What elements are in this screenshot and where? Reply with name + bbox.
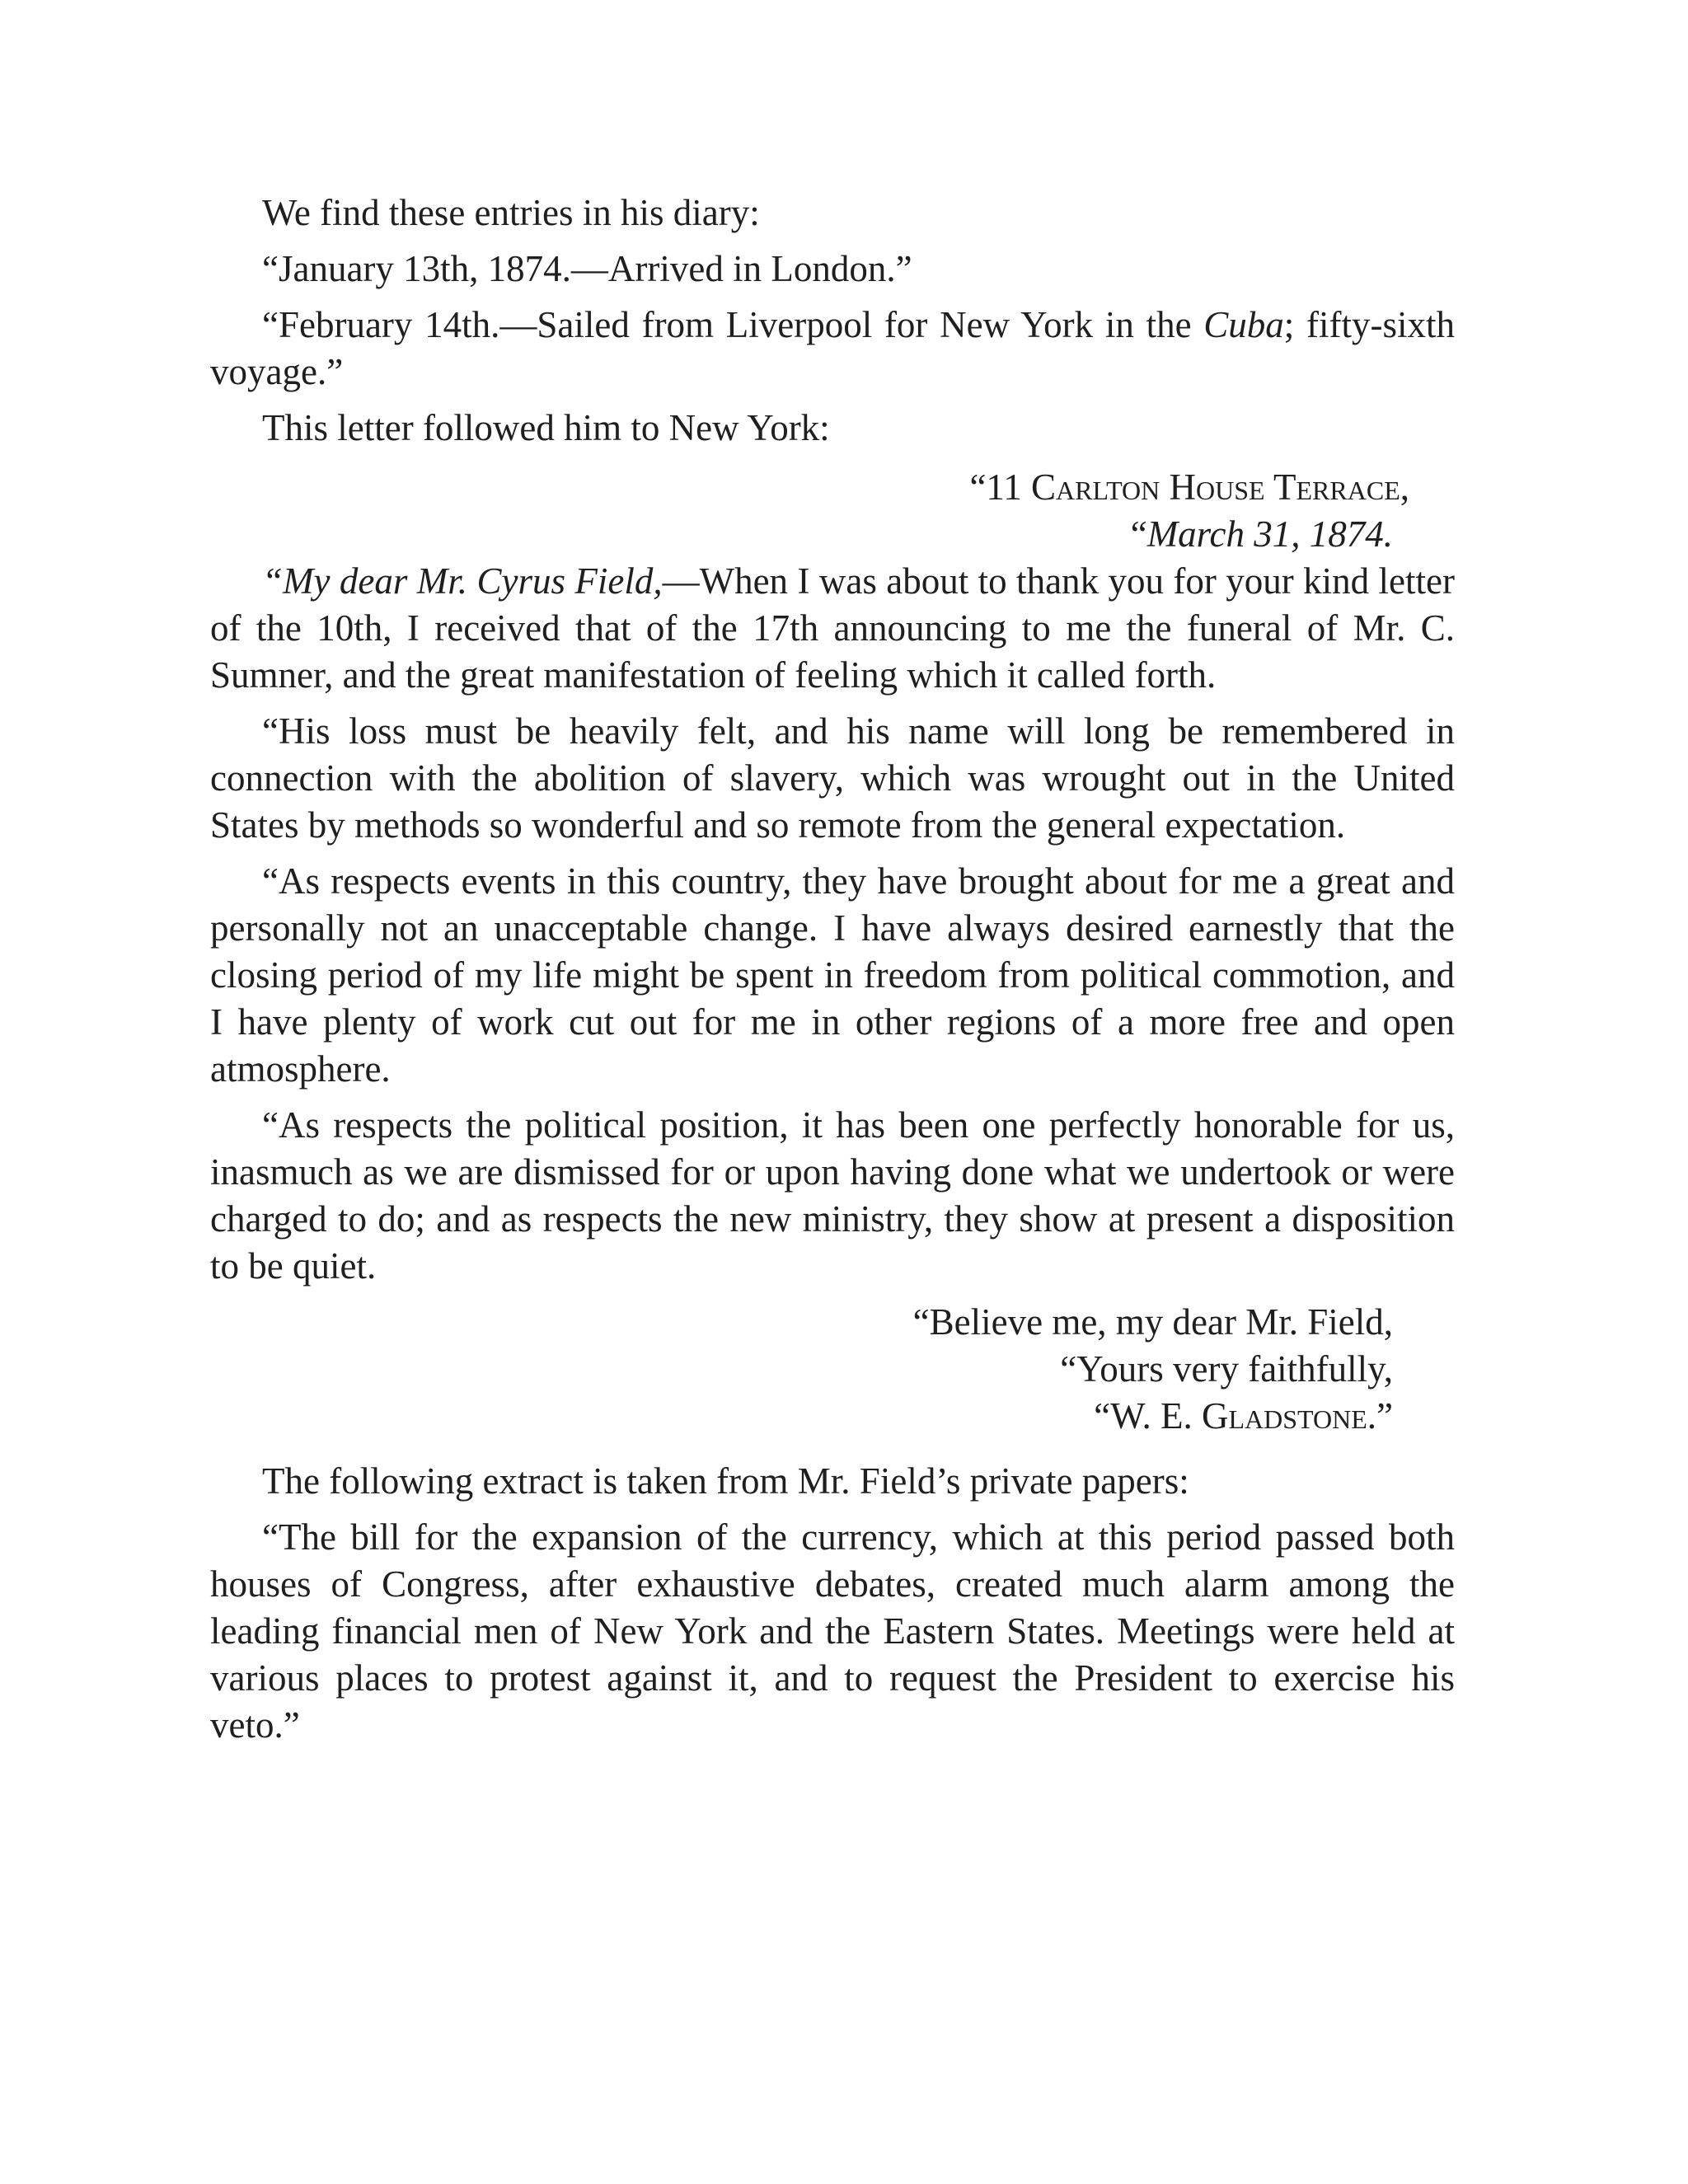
ship-name: Cuba [1203,304,1284,345]
letter-paragraph-1 [210,558,1455,699]
address-number: “11 [969,466,1032,508]
diary-entry-text: “February 14th.—Sailed from Liverpool for New York in the [262,304,1204,345]
letter-paragraph-4: “As respects the political position, it has been one perfectly honorable for us, inasmuch as we are dismissed for or upon having done what we undertook or were charged to do; and as respects the new ministry, they show at present a disposition to be quiet. [210,1104,1455,1286]
letter-paragraph-2: “His loss must be heavily felt, and his name will long be remembered in connection with the abolition of slavery, which was wrought out in the United States by methods so wonderful and so remote from the general expectation. [210,710,1455,846]
paragraph-letter-intro: This letter followed him to New York: [262,407,830,448]
signature-name: Gladstone [1201,1395,1367,1436]
signature-initials: “W. E. [1094,1395,1202,1436]
date-quote: “ [1130,513,1147,555]
paragraph-extract: “The bill for the expansion of the currency, which at this period passed both houses of Congress, after exhaustive debates, created much alarm among the leading financial men of New York and the Eastern States. Meetings were held at various places to protest against it, and to request the President to exercise his veto.” [210,1516,1455,1746]
paragraph-extract-intro: The following extract is taken from Mr. Field’s private papers: [262,1460,1189,1502]
address-comma: , [1400,466,1409,508]
date-text: March 31, 1874. [1146,513,1393,555]
letter-salutation: “My dear Mr. Cyrus Field, [262,560,663,602]
book-page [210,190,1455,1758]
letter-date [210,511,1455,558]
paragraph-diary-entry-february [210,302,1455,396]
letter-closing-line-2: “Yours very faithfully, [1060,1348,1393,1390]
letter-signature [210,1393,1455,1440]
paragraph-diary-intro: We find these entries in his diary: [262,192,760,233]
letter-paragraph-1-text: —When I was about to thank you for your kind letter of the 10th, I received that of the 17th announcing to me the funeral of Mr. C. Sumner, and the great manifestation of feeling which it called forth. [210,560,1455,696]
diary-entry-text-end: ; fifty-sixth voyage.” [210,304,1455,392]
address-street: Carlton House Terrace [1031,466,1400,508]
letter-closing-line-1: “Believe me, my dear Mr. Field, [912,1301,1393,1343]
signature-end: .” [1367,1395,1393,1436]
letter-paragraph-3: “As respects events in this country, they have brought about for me a great and personally not an unacceptable change. I have always desired earnestly that the closing period of my life might be spent in freedom from political commotion, and I have plenty of work cut out for me in other regions of a more free and open atmosphere. [210,860,1455,1090]
paragraph-diary-entry-january: “January 13th, 1874.—Arrived in London.” [262,248,912,289]
letter-address [210,464,1455,511]
